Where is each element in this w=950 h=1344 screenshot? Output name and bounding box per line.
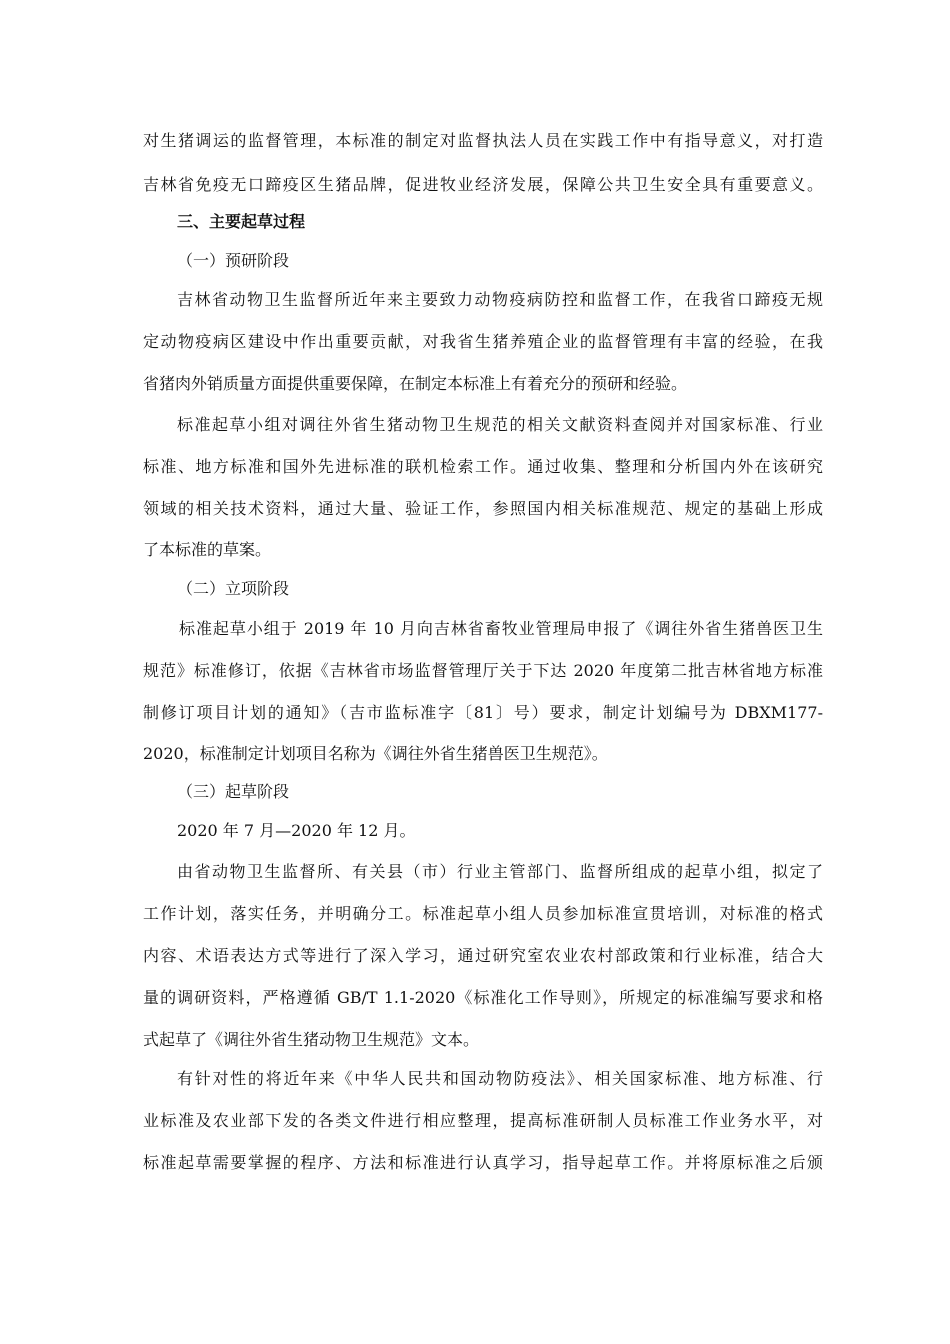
paragraph-line: 量的调研资料，严格遵循 GB/T 1.1-2020《标准化工作导则》，所规定的标准编写要求和格 (143, 988, 823, 1007)
paragraph-line: 标准起草需要掌握的程序、方法和标准进行认真学习，指导起草工作。并将原标准之后颁 (143, 1153, 823, 1172)
paragraph-line: 2020，标准制定计划项目名称为《调往外省生猪兽医卫生规范》。 (143, 744, 608, 763)
subsection-heading: （一）预研阶段 (177, 251, 290, 270)
paragraph-line: 有针对性的将近年来《中华人民共和国动物防疫法》、相关国家标准、地方标准、行 (177, 1069, 823, 1088)
paragraph-line: 标准、地方标准和国外先进标准的联机检索工作。通过收集、整理和分析国内外在该研究 (143, 457, 823, 476)
paragraph-line: 制修订项目计划的通知》（吉市监标准字〔81〕号）要求，制定计划编号为 DBXM177- (143, 703, 823, 722)
paragraph-line: 由省动物卫生监督所、有关县（市）行业主管部门、监督所组成的起草小组，拟定了 (177, 862, 823, 881)
paragraph-line: 工作计划，落实任务，并明确分工。标准起草小组人员参加标准宣贯培训，对标准的格式 (143, 904, 823, 923)
subsection-heading: （二）立项阶段 (177, 579, 290, 598)
paragraph-line: 规范》标准修订，依据《吉林省市场监督管理厅关于下达 2020 年度第二批吉林省地方标准 (143, 661, 823, 680)
paragraph-line: 式起草了《调往外省生猪动物卫生规范》文本。 (143, 1030, 480, 1049)
subsection-heading: （三）起草阶段 (177, 782, 290, 801)
section-heading: 三、主要起草过程 (177, 212, 306, 231)
paragraph-line: 标准起草小组对调往外省生猪动物卫生规范的相关文献资料查阅并对国家标准、行业 (177, 415, 823, 434)
paragraph-line: 业标准及农业部下发的各类文件进行相应整理，提高标准研制人员标准工作业务水平，对 (143, 1111, 823, 1130)
paragraph-line: 2020 年 7 月—2020 年 12 月。 (177, 821, 416, 840)
paragraph-line: 内容、术语表达方式等进行了深入学习，通过研究室农业农村部政策和行业标准，结合大 (143, 946, 823, 965)
paragraph-line: 吉林省免疫无口蹄疫区生猪品牌，促进牧业经济发展，保障公共卫生安全具有重要意义。 (143, 175, 823, 194)
paragraph-line: 对生猪调运的监督管理，本标准的制定对监督执法人员在实践工作中有指导意义，对打造 (143, 131, 823, 150)
paragraph-line: 吉林省动物卫生监督所近年来主要致力动物疫病防控和监督工作，在我省口蹄疫无规 (177, 290, 823, 309)
paragraph-line: 了本标准的草案。 (143, 540, 272, 559)
paragraph-line: 定动物疫病区建设中作出重要贡献，对我省生猪养殖企业的监督管理有丰富的经验，在我 (143, 332, 823, 351)
paragraph-line: 标准起草小组于 2019 年 10 月向吉林省畜牧业管理局申报了《调往外省生猪兽医卫生 (179, 619, 823, 638)
paragraph-line: 省猪肉外销质量方面提供重要保障，在制定本标准上有着充分的预研和经验。 (143, 374, 688, 393)
paragraph-line: 领域的相关技术资料，通过大量、验证工作，参照国内相关标准规范、规定的基础上形成 (143, 499, 823, 518)
